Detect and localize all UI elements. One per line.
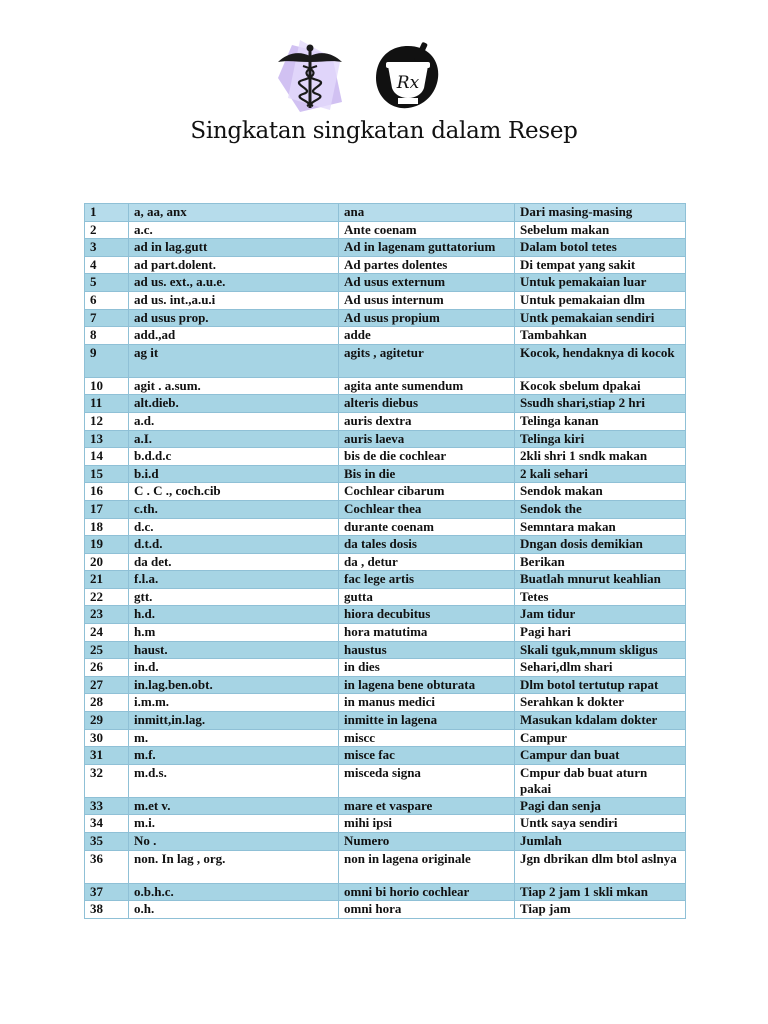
latin-cell: Numero <box>339 833 515 851</box>
abbreviation-cell: b.d.d.c <box>129 448 339 466</box>
caduceus-logo <box>270 40 350 115</box>
abbreviation-cell: non. In lag , org. <box>129 850 339 883</box>
row-number: 14 <box>85 448 129 466</box>
latin-cell: auris laeva <box>339 430 515 448</box>
table-row <box>85 221 686 239</box>
abbreviation-cell: ad usus prop. <box>129 309 339 327</box>
table-row <box>85 448 686 466</box>
abbreviation-cell: f.l.a. <box>129 571 339 589</box>
abbreviation-cell: ad part.dolent. <box>129 256 339 274</box>
table-row <box>85 694 686 712</box>
row-number: 11 <box>85 395 129 413</box>
latin-cell: mare et vaspare <box>339 797 515 815</box>
meaning-cell: Kocok sbelum dpakai <box>515 377 686 395</box>
latin-cell: da , detur <box>339 553 515 571</box>
table-row <box>85 641 686 659</box>
meaning-cell: Jgn dbrikan dlm btol aslnya <box>515 850 686 883</box>
meaning-cell: Untuk pemakaian luar <box>515 274 686 292</box>
row-number: 28 <box>85 694 129 712</box>
abbreviation-cell: c.th. <box>129 500 339 518</box>
latin-cell: auris dextra <box>339 412 515 430</box>
row-number: 26 <box>85 659 129 677</box>
meaning-cell: Berikan <box>515 553 686 571</box>
table-row <box>85 291 686 309</box>
latin-cell: Cochlear thea <box>339 500 515 518</box>
abbreviation-cell: o.h. <box>129 901 339 919</box>
abbreviation-cell: h.d. <box>129 606 339 624</box>
latin-cell: mihi ipsi <box>339 815 515 833</box>
latin-cell: Ante coenam <box>339 221 515 239</box>
abbreviation-cell: ad us. int.,a.u.i <box>129 291 339 309</box>
row-number: 5 <box>85 274 129 292</box>
latin-cell: agits , agitetur <box>339 344 515 377</box>
table-row <box>85 483 686 501</box>
meaning-cell: Dngan dosis demikian <box>515 536 686 554</box>
table-row <box>85 588 686 606</box>
meaning-cell: Sebelum makan <box>515 221 686 239</box>
row-number: 38 <box>85 901 129 919</box>
meaning-cell: Dalam botol tetes <box>515 239 686 257</box>
meaning-cell: Jam tidur <box>515 606 686 624</box>
meaning-cell: Tiap 2 jam 1 skli mkan <box>515 883 686 901</box>
meaning-cell: Sendok makan <box>515 483 686 501</box>
row-number: 2 <box>85 221 129 239</box>
row-number: 27 <box>85 676 129 694</box>
row-number: 7 <box>85 309 129 327</box>
table-row <box>85 553 686 571</box>
row-number: 12 <box>85 412 129 430</box>
row-number: 1 <box>85 204 129 222</box>
table-row <box>85 833 686 851</box>
abbreviation-cell: haust. <box>129 641 339 659</box>
latin-cell: Bis in die <box>339 465 515 483</box>
table-row <box>85 430 686 448</box>
meaning-cell: Tetes <box>515 588 686 606</box>
abbreviation-cell: ad us. ext., a.u.e. <box>129 274 339 292</box>
latin-cell: fac lege artis <box>339 571 515 589</box>
abbreviation-cell: a.I. <box>129 430 339 448</box>
latin-cell: in dies <box>339 659 515 677</box>
abbreviation-cell: ad in lag.gutt <box>129 239 339 257</box>
row-number: 29 <box>85 712 129 730</box>
abbreviation-cell: o.b.h.c. <box>129 883 339 901</box>
row-number: 19 <box>85 536 129 554</box>
table-row <box>85 764 686 797</box>
table-row <box>85 500 686 518</box>
row-number: 20 <box>85 553 129 571</box>
abbreviation-cell: ag it <box>129 344 339 377</box>
latin-cell: Ad usus internum <box>339 291 515 309</box>
row-number: 16 <box>85 483 129 501</box>
row-number: 25 <box>85 641 129 659</box>
meaning-cell: Untk saya sendiri <box>515 815 686 833</box>
abbreviation-cell: agit . a.sum. <box>129 377 339 395</box>
table-row <box>85 901 686 919</box>
meaning-cell: Cmpur dab buat aturn pakai <box>515 764 686 797</box>
abbreviation-table-body <box>85 204 686 919</box>
latin-cell: bis de die cochlear <box>339 448 515 466</box>
meaning-cell: Buatlah mnurut keahlian <box>515 571 686 589</box>
latin-cell: in lagena bene obturata <box>339 676 515 694</box>
latin-cell: omni bi horio cochlear <box>339 883 515 901</box>
latin-cell: hiora decubitus <box>339 606 515 624</box>
abbreviation-cell: b.i.d <box>129 465 339 483</box>
abbreviation-cell: C . C ., coch.cib <box>129 483 339 501</box>
latin-cell: Ad usus propium <box>339 309 515 327</box>
meaning-cell: Telinga kanan <box>515 412 686 430</box>
latin-cell: Cochlear cibarum <box>339 483 515 501</box>
table-row <box>85 344 686 377</box>
header-logos <box>270 40 450 115</box>
abbreviation-table <box>84 203 686 919</box>
table-row <box>85 309 686 327</box>
row-number: 18 <box>85 518 129 536</box>
row-number: 24 <box>85 624 129 642</box>
meaning-cell: 2 kali sehari <box>515 465 686 483</box>
table-row <box>85 815 686 833</box>
meaning-cell: Kocok, hendaknya di kocok <box>515 344 686 377</box>
table-row <box>85 536 686 554</box>
table-row <box>85 797 686 815</box>
abbreviation-cell: m.d.s. <box>129 764 339 797</box>
abbreviation-cell: in.lag.ben.obt. <box>129 676 339 694</box>
table-row <box>85 571 686 589</box>
latin-cell: agita ante sumendum <box>339 377 515 395</box>
table-row <box>85 395 686 413</box>
meaning-cell: Dlm botol tertutup rapat <box>515 676 686 694</box>
row-number: 3 <box>85 239 129 257</box>
latin-cell: haustus <box>339 641 515 659</box>
latin-cell: inmitte in lagena <box>339 712 515 730</box>
latin-cell: da tales dosis <box>339 536 515 554</box>
table-row <box>85 327 686 345</box>
abbreviation-cell: add.,ad <box>129 327 339 345</box>
row-number: 8 <box>85 327 129 345</box>
table-row <box>85 465 686 483</box>
row-number: 33 <box>85 797 129 815</box>
table-row <box>85 659 686 677</box>
abbreviation-cell: a.c. <box>129 221 339 239</box>
meaning-cell: Skali tguk,mnum skligus <box>515 641 686 659</box>
abbreviation-cell: a, aa, anx <box>129 204 339 222</box>
latin-cell: omni hora <box>339 901 515 919</box>
latin-cell: misce fac <box>339 747 515 765</box>
table-row <box>85 204 686 222</box>
latin-cell: misceda signa <box>339 764 515 797</box>
row-number: 37 <box>85 883 129 901</box>
row-number: 21 <box>85 571 129 589</box>
row-number: 13 <box>85 430 129 448</box>
meaning-cell: Untuk pemakaian dlm <box>515 291 686 309</box>
row-number: 10 <box>85 377 129 395</box>
row-number: 22 <box>85 588 129 606</box>
abbreviation-cell: in.d. <box>129 659 339 677</box>
latin-cell: Ad usus externum <box>339 274 515 292</box>
latin-cell: in manus medici <box>339 694 515 712</box>
abbreviation-cell: m.f. <box>129 747 339 765</box>
table-row <box>85 377 686 395</box>
abbreviation-cell: m. <box>129 729 339 747</box>
meaning-cell: Jumlah <box>515 833 686 851</box>
abbreviation-cell: No . <box>129 833 339 851</box>
row-number: 30 <box>85 729 129 747</box>
meaning-cell: Serahkan k dokter <box>515 694 686 712</box>
meaning-cell: 2kli shri 1 sndk makan <box>515 448 686 466</box>
meaning-cell: Ssudh shari,stiap 2 hri <box>515 395 686 413</box>
abbreviation-cell: h.m <box>129 624 339 642</box>
latin-cell: hora matutima <box>339 624 515 642</box>
table-row <box>85 606 686 624</box>
abbreviation-cell: alt.dieb. <box>129 395 339 413</box>
table-row <box>85 712 686 730</box>
table-row <box>85 412 686 430</box>
latin-cell: Ad in lagenam guttatorium <box>339 239 515 257</box>
meaning-cell: Sendok the <box>515 500 686 518</box>
meaning-cell: Untk pemakaian sendiri <box>515 309 686 327</box>
table-row <box>85 274 686 292</box>
row-number: 36 <box>85 850 129 883</box>
latin-cell: alteris diebus <box>339 395 515 413</box>
meaning-cell: Tiap jam <box>515 901 686 919</box>
latin-cell: non in lagena originale <box>339 850 515 883</box>
row-number: 4 <box>85 256 129 274</box>
meaning-cell: Telinga kiri <box>515 430 686 448</box>
table-row <box>85 850 686 883</box>
abbreviation-cell: a.d. <box>129 412 339 430</box>
row-number: 31 <box>85 747 129 765</box>
abbreviation-cell: inmitt,in.lag. <box>129 712 339 730</box>
latin-cell: ana <box>339 204 515 222</box>
latin-cell: durante coenam <box>339 518 515 536</box>
table-row <box>85 624 686 642</box>
table-row <box>85 256 686 274</box>
abbreviation-cell: m.i. <box>129 815 339 833</box>
table-row <box>85 239 686 257</box>
row-number: 23 <box>85 606 129 624</box>
row-number: 9 <box>85 344 129 377</box>
latin-cell: Ad partes dolentes <box>339 256 515 274</box>
latin-cell: miscc <box>339 729 515 747</box>
row-number: 32 <box>85 764 129 797</box>
row-number: 35 <box>85 833 129 851</box>
abbreviation-cell: gtt. <box>129 588 339 606</box>
meaning-cell: Di tempat yang sakit <box>515 256 686 274</box>
table-row <box>85 747 686 765</box>
row-number: 6 <box>85 291 129 309</box>
meaning-cell: Semntara makan <box>515 518 686 536</box>
abbreviation-cell: d.c. <box>129 518 339 536</box>
rx-label: Rx <box>396 73 420 93</box>
row-number: 17 <box>85 500 129 518</box>
meaning-cell: Campur <box>515 729 686 747</box>
table-row <box>85 729 686 747</box>
table-row <box>85 883 686 901</box>
row-number: 34 <box>85 815 129 833</box>
abbreviation-cell: m.et v. <box>129 797 339 815</box>
meaning-cell: Tambahkan <box>515 327 686 345</box>
meaning-cell: Sehari,dlm shari <box>515 659 686 677</box>
meaning-cell: Dari masing-masing <box>515 204 686 222</box>
abbreviation-cell: d.t.d. <box>129 536 339 554</box>
abbreviation-cell: da det. <box>129 553 339 571</box>
table-row <box>85 518 686 536</box>
latin-cell: adde <box>339 327 515 345</box>
page-title: Singkatan singkatan dalam Resep <box>190 118 578 144</box>
table-row <box>85 676 686 694</box>
rx-mortar-logo <box>370 40 445 115</box>
latin-cell: gutta <box>339 588 515 606</box>
row-number: 15 <box>85 465 129 483</box>
abbreviation-cell: i.m.m. <box>129 694 339 712</box>
meaning-cell: Pagi dan senja <box>515 797 686 815</box>
meaning-cell: Campur dan buat <box>515 747 686 765</box>
meaning-cell: Masukan kdalam dokter <box>515 712 686 730</box>
meaning-cell: Pagi hari <box>515 624 686 642</box>
